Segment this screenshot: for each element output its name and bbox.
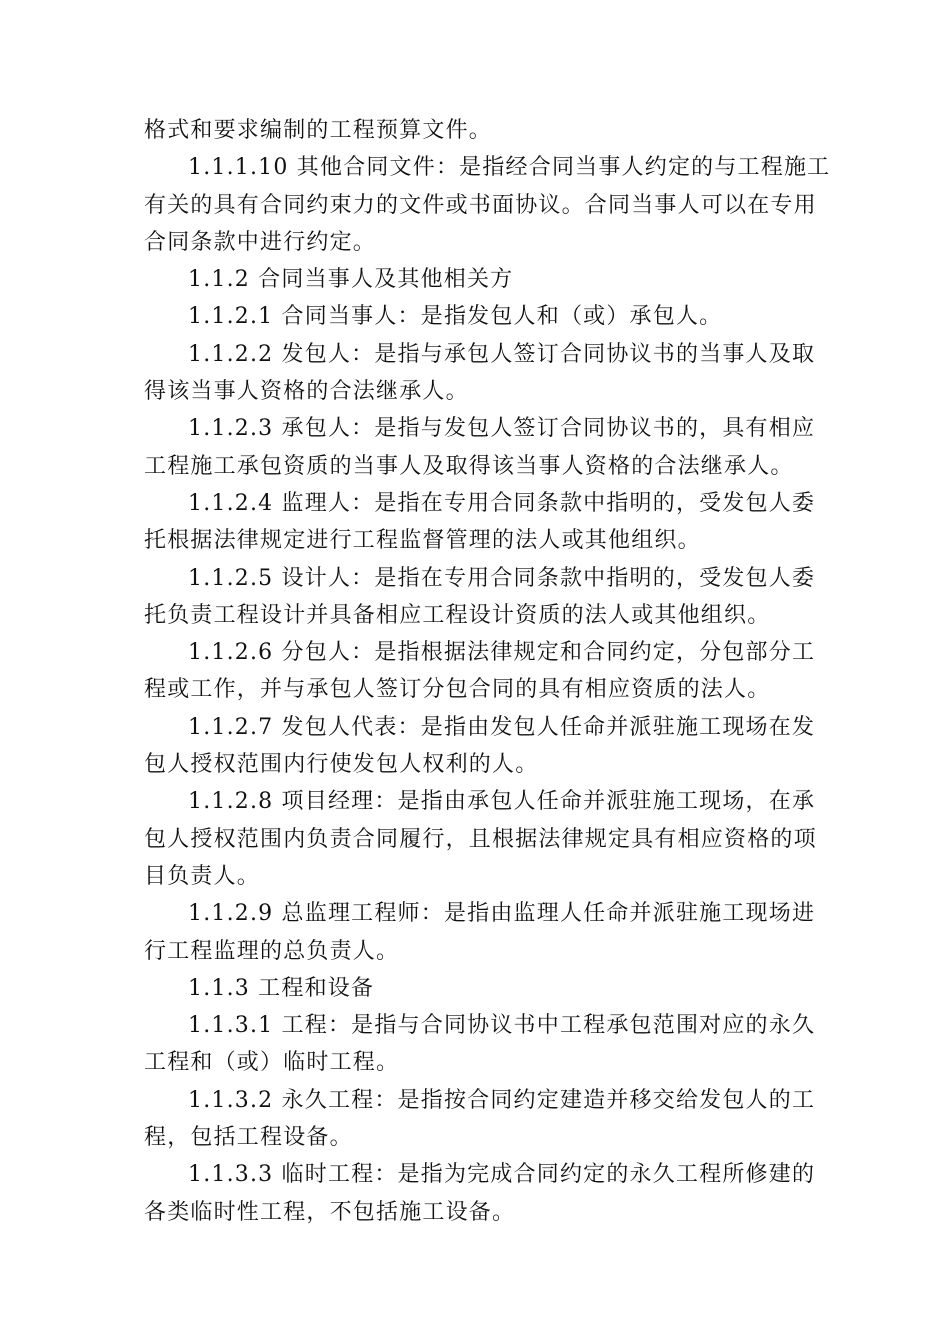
text-line: 程或工作，并与承包人签订分包合同的具有相应资质的法人。: [144, 677, 771, 703]
text-line: 得该当事人资格的合法继承人。: [144, 379, 469, 405]
text-line: 1.1.3.1 工程：是指与合同协议书中工程承包范围对应的永久: [188, 1013, 816, 1039]
text-line: 工程施工承包资质的当事人及取得该当事人资格的合法继承人。: [144, 453, 794, 479]
text-line: 1.1.1.10 其他合同文件：是指经合同当事人约定的与工程施工: [188, 155, 831, 181]
text-line: 合同条款中进行约定。: [144, 229, 377, 255]
text-line: 包人授权范围内负责合同履行，且根据法律规定具有相应资格的项: [144, 826, 817, 852]
text-line: 1.1.2.6 分包人：是指根据法律规定和合同约定，分包部分工: [188, 640, 816, 666]
text-line: 格式和要求编制的工程预算文件。: [144, 118, 493, 143]
text-line: 托负责工程设计并具备相应工程设计资质的法人或其他组织。: [144, 602, 771, 628]
text-line: 1.1.2.4 监理人：是指在专用合同条款中指明的，受发包人委: [188, 490, 816, 516]
text-line: 托根据法律规定进行工程监督管理的法人或其他组织。: [144, 528, 701, 554]
text-line: 工程和（或）临时工程。: [144, 1050, 400, 1076]
document-body: [144, 112, 831, 1231]
text-line: 包人授权范围内行使发包人权利的人。: [144, 752, 539, 778]
text-line: 1.1.2.7 发包人代表：是指由发包人任命并派驻施工现场在发: [188, 714, 816, 740]
text-line: 1.1.2.1 合同当事人：是指发包人和（或）承包人。: [188, 304, 723, 330]
text-line: 各类临时性工程，不包括施工设备。: [144, 1199, 516, 1225]
text-line: 1.1.2.8 项目经理：是指由承包人任命并派驻施工现场，在承: [188, 789, 816, 815]
text-line: 1.1.2.2 发包人：是指与承包人签订合同协议书的当事人及取: [188, 341, 816, 367]
text-line: 1.1.2.3 承包人：是指与发包人签订合同协议书的，具有相应: [188, 416, 816, 442]
text-line: 程，包括工程设备。: [144, 1125, 353, 1151]
text-line: 1.1.2.5 设计人：是指在专用合同条款中指明的，受发包人委: [188, 565, 816, 591]
text-line: 1.1.3.3 临时工程：是指为完成合同约定的永久工程所修建的: [188, 1162, 816, 1188]
text-line: 行工程监理的总负责人。: [144, 938, 400, 964]
text-line: 1.1.3.2 永久工程：是指按合同约定建造并移交给发包人的工: [188, 1087, 816, 1113]
text-line: 1.1.2 合同当事人及其他相关方: [188, 267, 514, 293]
text-line: 有关的具有合同约束力的文件或书面协议。合同当事人可以在专用: [144, 192, 817, 218]
text-line: 目负责人。: [144, 863, 261, 889]
text-line: 1.1.2.9 总监理工程师：是指由监理人任命并派驻施工现场进: [188, 901, 816, 927]
text-line: 1.1.3 工程和设备: [188, 975, 375, 1001]
